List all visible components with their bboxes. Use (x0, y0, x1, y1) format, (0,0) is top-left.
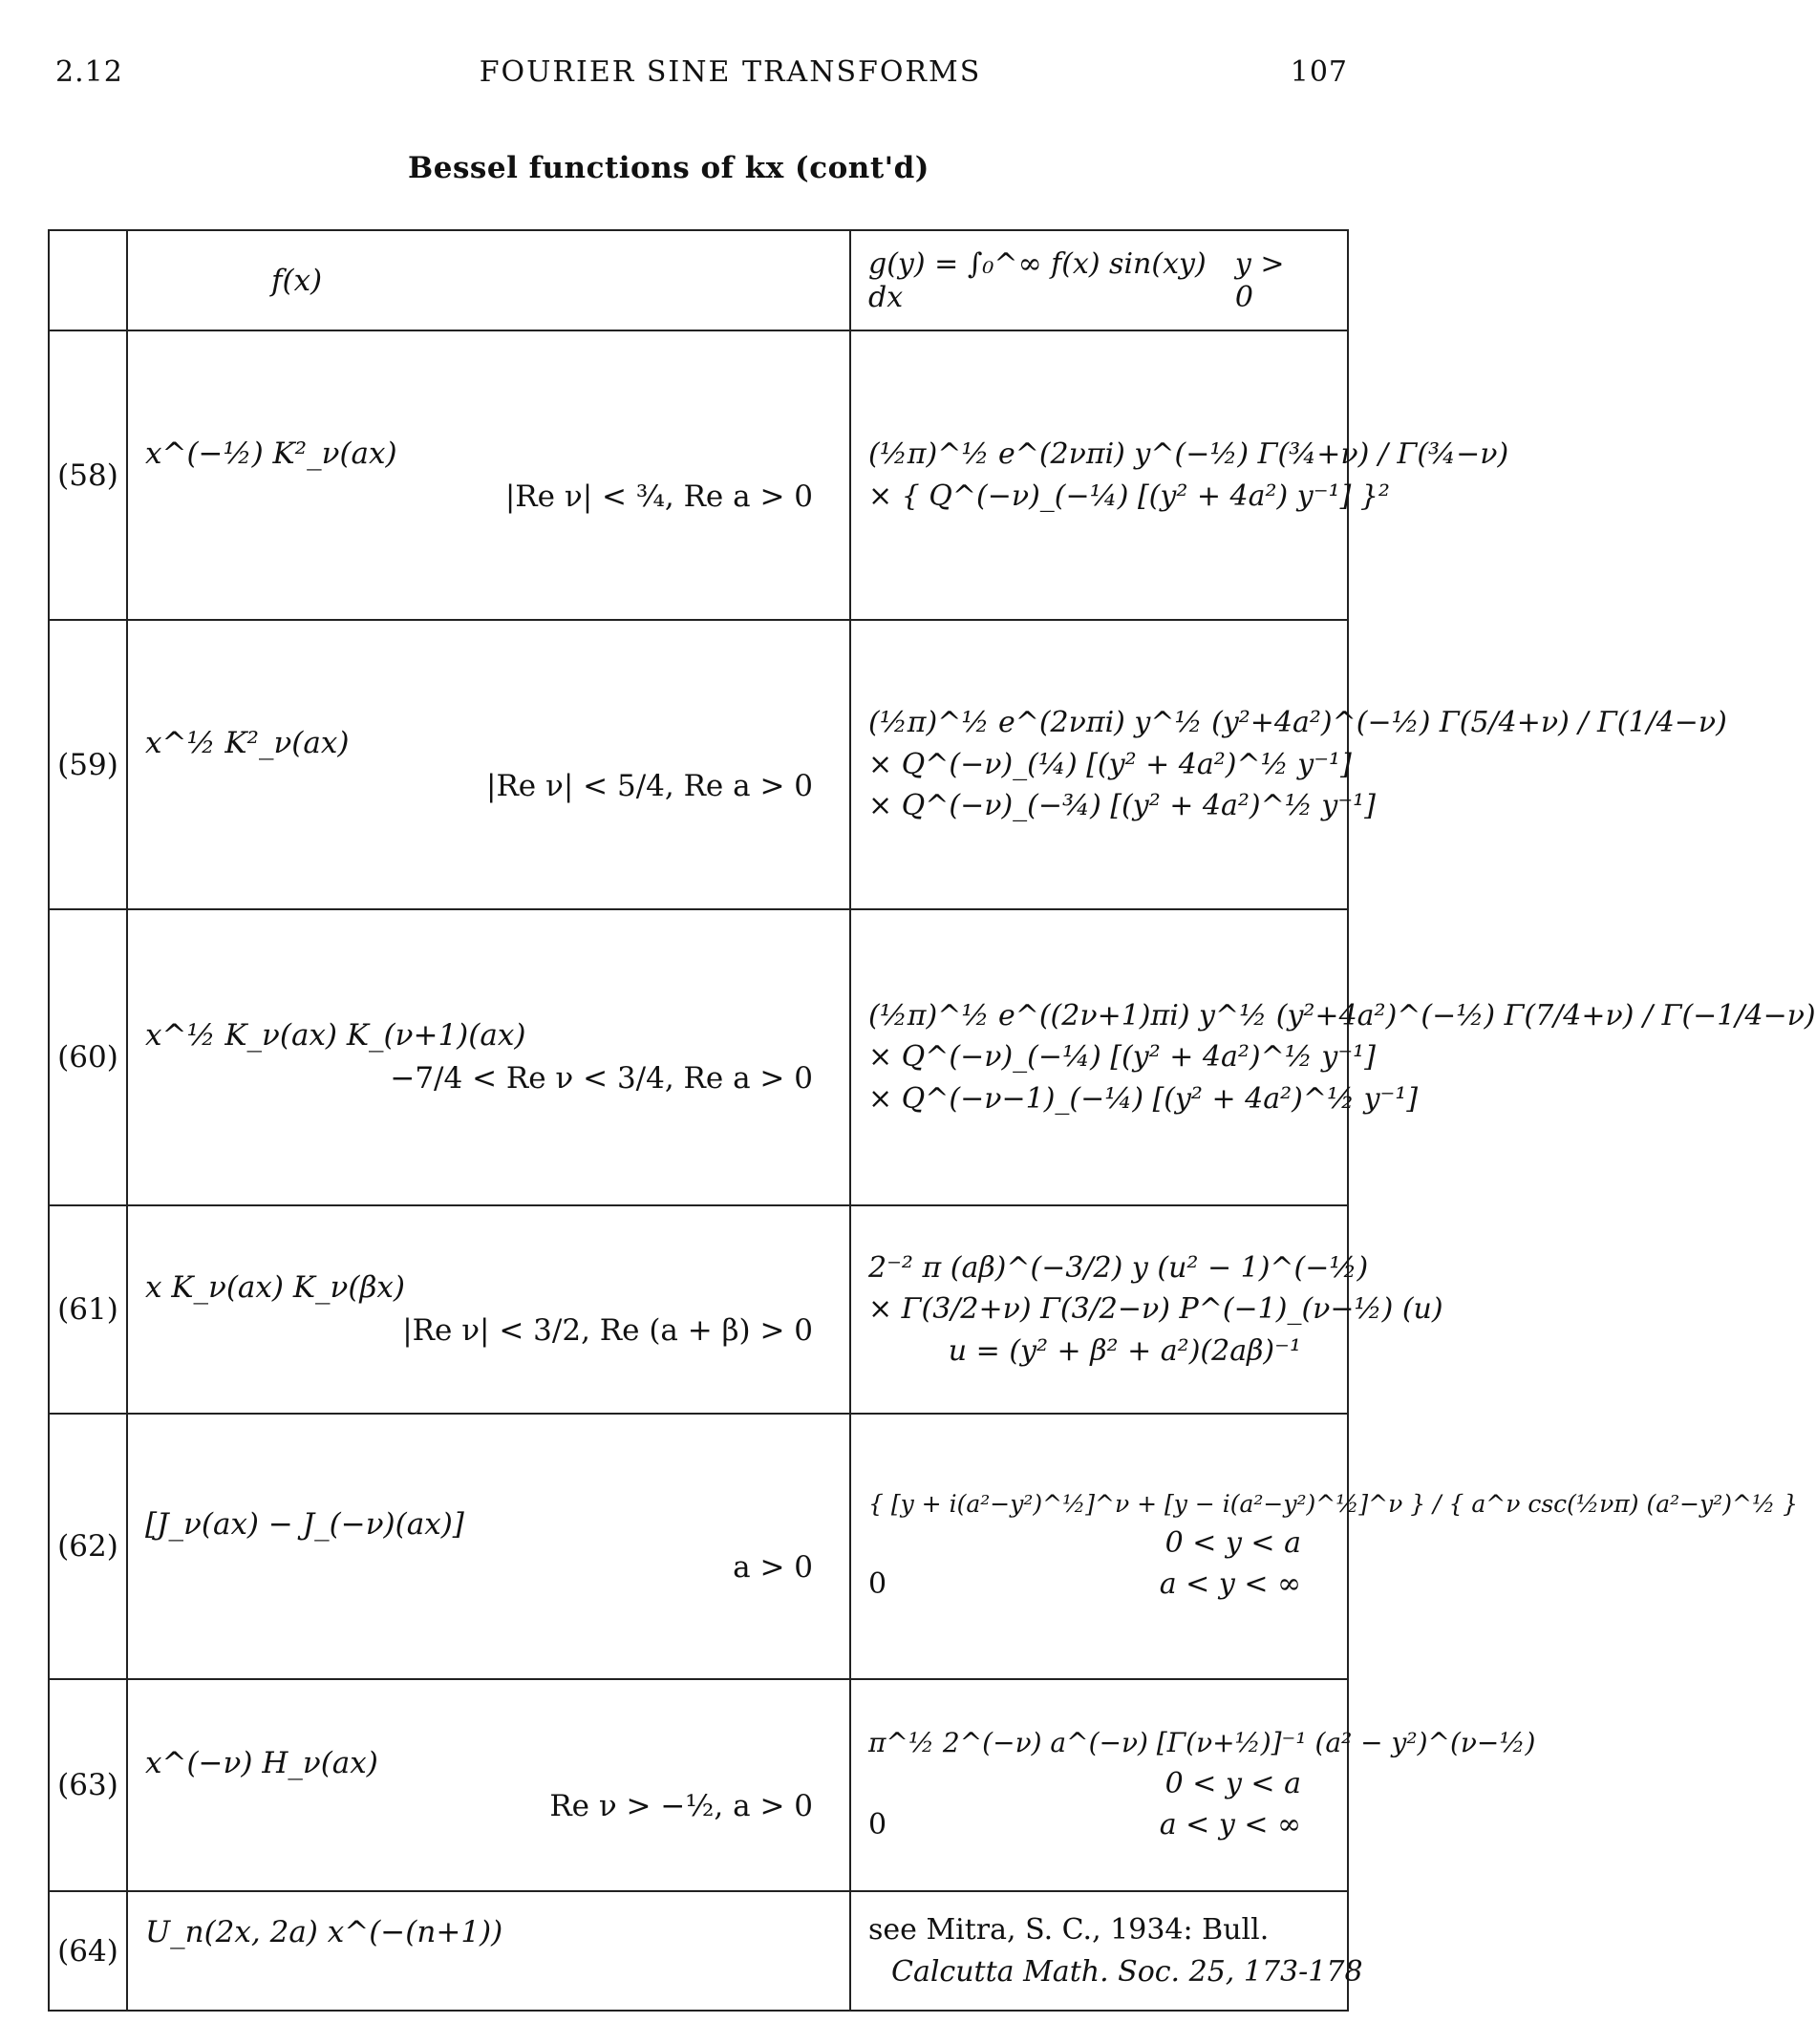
g-line-3 (868, 1564, 1330, 1606)
row-number: (58) (49, 330, 127, 620)
header-num-cell (49, 230, 127, 330)
row-number: (60) (49, 909, 127, 1205)
g-condition-2: a < y < ∞ (1159, 1567, 1301, 1602)
row-number: (59) (49, 620, 127, 909)
f-cell (127, 1414, 850, 1679)
g-cell (850, 1205, 1443, 1414)
row-number: (61) (49, 1205, 127, 1414)
table-subtitle: Bessel functions of kx (cont'd) (408, 151, 929, 185)
f-expression: x^½ K_ν(ax) K_(ν+1)(ax) (145, 1018, 526, 1054)
f-cell (127, 909, 850, 1205)
header-g-cell (850, 230, 1348, 330)
f-condition: a > 0 (733, 1550, 813, 1585)
g-line-1: { [y + i(a²−y²)^½]^ν + [y − i(a²−y²)^½]^ν } / { a^ν csc(½νπ) (a²−y²)^½ } (868, 1490, 1799, 1519)
g-line-2: × { Q^(−ν)_(−¼) [(y² + 4a²) y⁻¹] }² (868, 479, 1390, 513)
g-line-1: (½π)^½ e^(2νπi) y^(−½) Γ(¾+ν) / Γ(¾−ν) (868, 437, 1509, 471)
f-condition: |Re ν| < 5/4, Re a > 0 (486, 768, 813, 803)
f-expression: x^(−½) K²_ν(ax) (145, 436, 397, 471)
f-condition: −7/4 < Re ν < 3/4, Re a > 0 (390, 1061, 813, 1096)
transform-table (48, 229, 1816, 2012)
header-g-formula: g(y) = ∫₀^∞ f(x) sin(xy) dx (868, 246, 1207, 314)
table-row (49, 330, 1348, 620)
row-number: (63) (49, 1679, 127, 1891)
table-row (49, 1414, 1348, 1679)
g-line-3: u = (y² + β² + a²)(2aβ)⁻¹ (948, 1333, 1301, 1368)
f-condition: Re ν > −½, a > 0 (549, 1789, 813, 1823)
table-row (49, 1679, 1348, 1891)
g-condition-2: a < y < ∞ (1159, 1808, 1301, 1842)
f-cell (127, 620, 850, 909)
table-row (49, 620, 1348, 909)
f-cell (127, 1205, 850, 1414)
table-row (49, 1205, 1348, 1414)
g-cell (850, 620, 1727, 909)
table-row (49, 1891, 1348, 2011)
f-cell (127, 1891, 850, 2011)
f-condition: |Re ν| < ¾, Re a > 0 (504, 479, 813, 514)
g-cell (850, 1414, 1799, 1679)
g-line-3 (868, 1804, 1330, 1846)
section-number: 2.12 (55, 55, 123, 89)
reference-line-2: Calcutta Math. Soc. 25, 173-178 (891, 1954, 1363, 1989)
g-line-2: × Q^(−ν)_(¼) [(y² + 4a²)^½ y⁻¹] (868, 747, 1352, 781)
f-expression: x^½ K²_ν(ax) (145, 725, 350, 760)
g-condition-1: 0 < y < a (1164, 1525, 1301, 1560)
g-cell (850, 1679, 1536, 1891)
table-row (49, 909, 1348, 1205)
g-value-zero: 0 (868, 1808, 887, 1842)
f-cell (127, 330, 850, 620)
g-line-2: × Γ(3/2+ν) Γ(3/2−ν) P^(−1)_(ν−½) (u) (868, 1292, 1443, 1327)
reference-line-1: see Mitra, S. C., 1934: Bull. (868, 1913, 1270, 1947)
g-line-1: (½π)^½ e^(2νπi) y^½ (y²+4a²)^(−½) Γ(5/4+ν) / Γ(1/4−ν) (868, 706, 1727, 740)
table-header-row (49, 230, 1348, 330)
f-expression: x K_ν(ax) K_ν(βx) (145, 1270, 405, 1306)
f-expression: U_n(2x, 2a) x^(−(n+1)) (145, 1915, 503, 1949)
g-line-3: × Q^(−ν)_(−¾) [(y² + 4a²)^½ y⁻¹] (868, 789, 1376, 823)
row-number: (62) (49, 1414, 127, 1679)
f-cell (127, 1679, 850, 1891)
header-g-condition: y > 0 (1234, 246, 1285, 314)
page-title: FOURIER SINE TRANSFORMS (479, 55, 982, 89)
g-condition-1: 0 < y < a (1164, 1766, 1301, 1800)
g-line-1: 2⁻² π (aβ)^(−3/2) y (u² − 1)^(−½) (868, 1250, 1369, 1285)
g-cell (850, 909, 1816, 1205)
g-cell (850, 1891, 1363, 2011)
g-cell (850, 330, 1509, 620)
g-value-zero: 0 (868, 1567, 887, 1602)
f-expression: [J_ν(ax) − J_(−ν)(ax)] (145, 1507, 464, 1543)
g-line-1: (½π)^½ e^((2ν+1)πi) y^½ (y²+4a²)^(−½) Γ(7/4+ν) / Γ(−1/4−ν) (868, 998, 1816, 1033)
header-f-cell: f(x) (127, 230, 850, 330)
g-line-1: π^½ 2^(−ν) a^(−ν) [Γ(ν+½)]⁻¹ (a² − y²)^(ν−½) (868, 1727, 1536, 1759)
g-line-2: × Q^(−ν)_(−¼) [(y² + 4a²)^½ y⁻¹] (868, 1040, 1376, 1075)
f-condition: |Re ν| < 3/2, Re (a + β) > 0 (402, 1313, 813, 1348)
f-expression: x^(−ν) H_ν(ax) (145, 1746, 378, 1781)
page-number: 107 (1290, 55, 1348, 89)
row-number: (64) (49, 1891, 127, 2011)
g-line-3: × Q^(−ν−1)_(−¼) [(y² + 4a²)^½ y⁻¹] (868, 1081, 1419, 1116)
